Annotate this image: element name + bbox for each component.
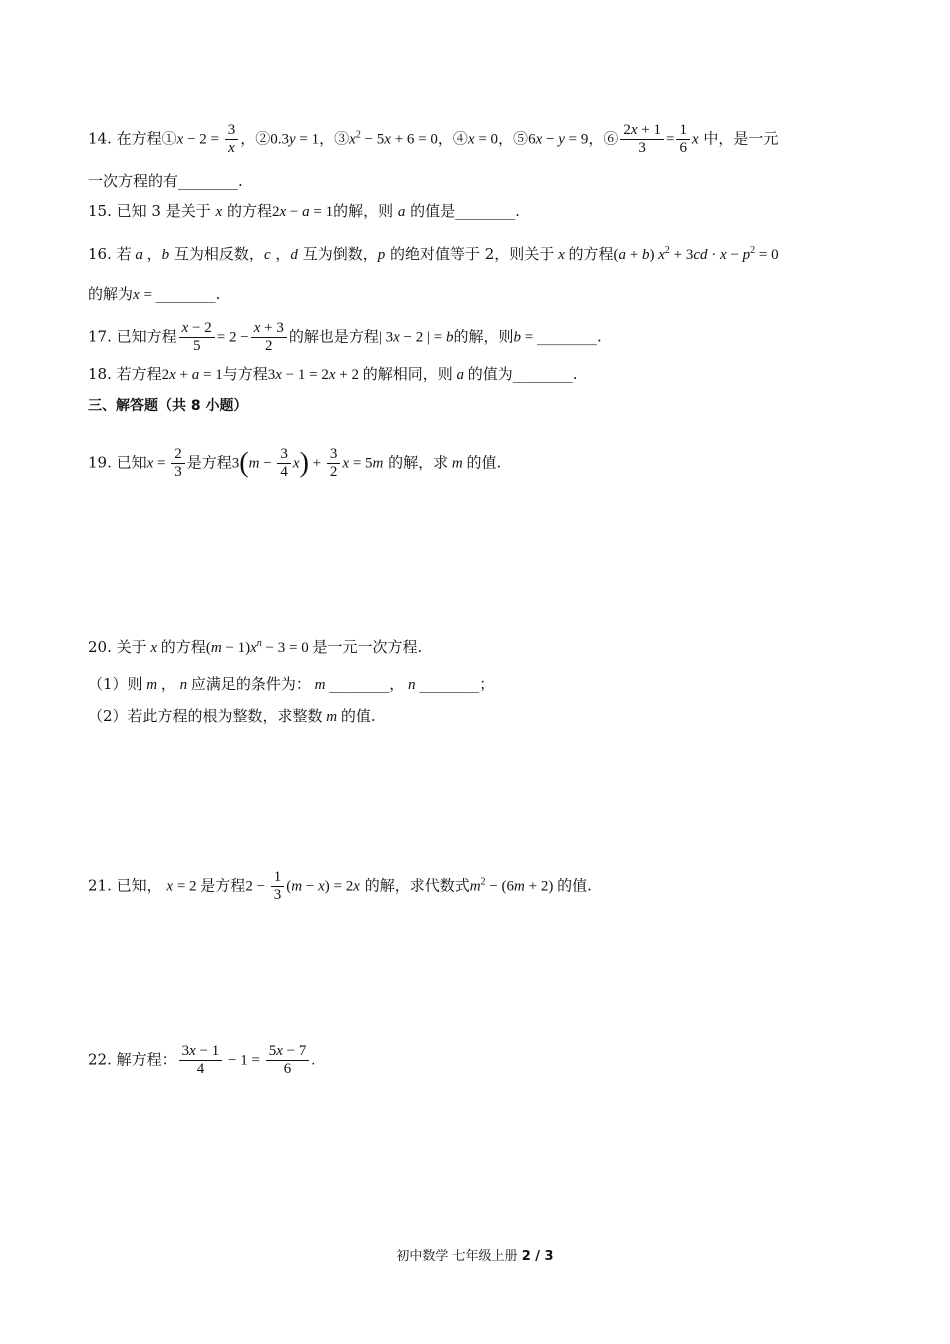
question-16: 16. 若 a ，b 互为相反数，c ，d 互为倒数，p 的绝对值等于 2，则关于 x 的方程(a + b) $x^2 + 3cd \cdot x - p^2 = 0$ [88,245,779,263]
question-14: 14. 在方程①x − 2 = $\frac{3}{x}$ ，②0.3y = 1，$③x^2 - 5x + 6 = 0$，④x = 0，⑤6x − y = 9，⑥ $\frac{2x + 1}{3}$ = $\frac{1}{6}$ x 中，是一元 [88,122,779,156]
question-20-part1: （1）则 m ， n 应满足的条件为： m ________， n ________； [88,675,495,693]
question-20: 20. 关于 x 的方程$(m - 1)x^n - 3 = 0$ 是一元一次方程. [88,638,423,656]
page-number: 2 / 3 [521,1249,554,1264]
q14-label: 14. 在方程 [88,129,162,148]
question-18: 18. 若方程2x + a = 1与方程3x − 1 = 2x + 2 的解相同，则 a 的值为________. [88,365,578,383]
section-3-heading: 三、解答题（共 8 小题） [88,398,248,414]
question-16-line2: 的解为x = ________. [88,285,221,303]
question-15: 15. 已知 3 是关于 x 的方程2x − a = 1的解，则 a 的值是________. [88,202,520,220]
question-19: 19. 已知x = $\frac{2}{3}$ 是方程3(m − $\frac{3}{4}$ x) + $\frac{3}{2}$ x = 5m 的解，求 m 的值. [88,446,502,480]
question-20-part2: （2）若此方程的根为整数，求整数 m 的值. [88,707,376,725]
page-footer [0,1245,950,1264]
question-21: 21. 已知， x = 2 是方程2 − $\frac{1}{3}$ (m − x) = 2x 的解，求代数式$m^2 - (6m + 2)$ 的值. [88,869,592,903]
footer-text: 初中数学 七年级上册 [396,1249,518,1264]
question-14-line2: 一次方程的有________. [88,172,243,190]
question-17: 17. 已知方程 $\frac{x - 2}{5}$ = 2 − $\frac{x + 3}{2}$ 的解也是方程| 3x − 2 | = b的解，则b = ________. [88,320,602,354]
question-22: 22. 解方程： $\frac{3x - 1}{4}$ − 1 = $\frac{5x - 7}{6}$ . [88,1043,316,1077]
